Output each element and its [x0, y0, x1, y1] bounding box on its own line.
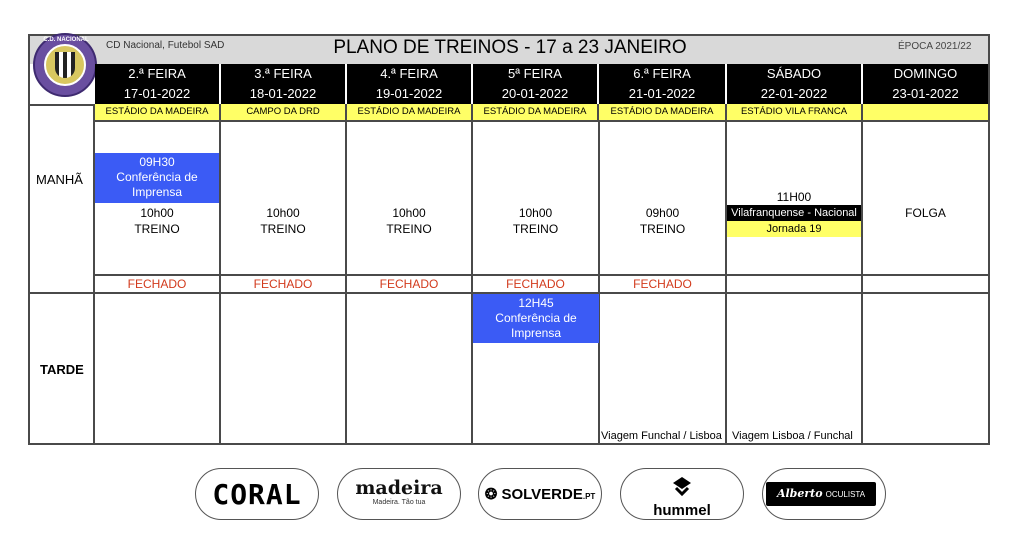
- day-header-mon: 2.ª FEIRA 17-01-2022: [95, 64, 219, 104]
- day-header-fri: 6.ª FEIRA 21-01-2022: [599, 64, 725, 104]
- day-off-sun: FOLGA: [905, 206, 946, 220]
- venue-thu: ESTÁDIO DA MADEIRA: [473, 104, 599, 120]
- sponsor-madeira: [337, 468, 461, 520]
- day-header-thu: 5ª FEIRA 20-01-2022: [473, 64, 597, 104]
- solverde-tld: .PT: [582, 492, 596, 501]
- grid-line: [861, 120, 863, 445]
- day-header-tue: 3.ª FEIRA 18-01-2022: [221, 64, 345, 104]
- round-sat: Jornada 19: [727, 221, 861, 237]
- sponsor-coral: [195, 468, 319, 520]
- travel-sat: Viagem Lisboa / Funchal: [732, 430, 853, 442]
- madeira-logo: madeira: [355, 477, 443, 499]
- sponsor-hummel: [620, 468, 744, 520]
- venue-wed: ESTÁDIO DA MADEIRA: [347, 104, 473, 120]
- travel-fri: Viagem Funchal / Lisboa: [601, 430, 722, 442]
- venue-mon: ESTÁDIO DA MADEIRA: [95, 104, 221, 120]
- training-wed: 10h00 TREINO: [386, 206, 432, 236]
- hummel-bee-icon: [669, 475, 695, 497]
- club-shield-icon: [55, 52, 75, 78]
- venue-tue: CAMPO DA DRD: [221, 104, 347, 120]
- hummel-logo: hummel: [653, 502, 711, 519]
- club-name: CD Nacional, Futebol SAD: [106, 40, 225, 51]
- row-label-morning: MANHÃ: [36, 172, 83, 187]
- press-conference-thu: 12H45 Conferência de Imprensa: [473, 294, 599, 343]
- venue-fri: ESTÁDIO DA MADEIRA: [599, 104, 727, 120]
- training-tue: 10h00 TREINO: [260, 206, 306, 236]
- venue-sun: [863, 104, 988, 120]
- club-logo-text: C.D. NACIONAL: [43, 37, 89, 43]
- madeira-tagline: Madeira. Tão tua: [372, 499, 426, 506]
- season-label: ÉPOCA 2021/22: [898, 41, 972, 52]
- sponsor-solverde: [478, 468, 602, 520]
- solverde-logo: SOLVERDE: [501, 486, 583, 503]
- row-label-afternoon: TARDE: [40, 362, 84, 377]
- alberto-logo: Alberto OCULISTA: [766, 482, 876, 506]
- press-conference-mon: 09H30 Conferência de Imprensa: [95, 153, 219, 203]
- match-sat: Vilafranquense - Nacional: [727, 205, 861, 221]
- closed-wed: FECHADO: [379, 277, 439, 291]
- day-header-wed: 4.ª FEIRA 19-01-2022: [347, 64, 471, 104]
- closed-fri: FECHADO: [633, 277, 692, 291]
- day-header-sat: SÁBADO 22-01-2022: [727, 64, 861, 104]
- venue-sat: ESTÁDIO VILA FRANCA: [727, 104, 863, 120]
- training-mon: 10h00 TREINO: [134, 206, 180, 236]
- coral-logo: CORAL: [212, 478, 302, 511]
- closed-thu: FECHADO: [506, 277, 565, 291]
- training-thu: 10h00 TREINO: [512, 206, 559, 236]
- grid-line: [725, 120, 727, 445]
- closed-tue: FECHADO: [253, 277, 313, 291]
- day-header-sun: DOMINGO 23-01-2022: [863, 64, 988, 104]
- closed-mon: FECHADO: [127, 277, 187, 291]
- training-fri: 09h00 TREINO: [639, 206, 686, 236]
- page-title: PLANO DE TREINOS - 17 a 23 JANEIRO: [333, 37, 687, 58]
- match-time-sat: 11H00: [776, 190, 812, 204]
- grid-line: [93, 120, 988, 122]
- solverde-icon: ❂: [484, 486, 498, 503]
- grid-line: [30, 104, 95, 106]
